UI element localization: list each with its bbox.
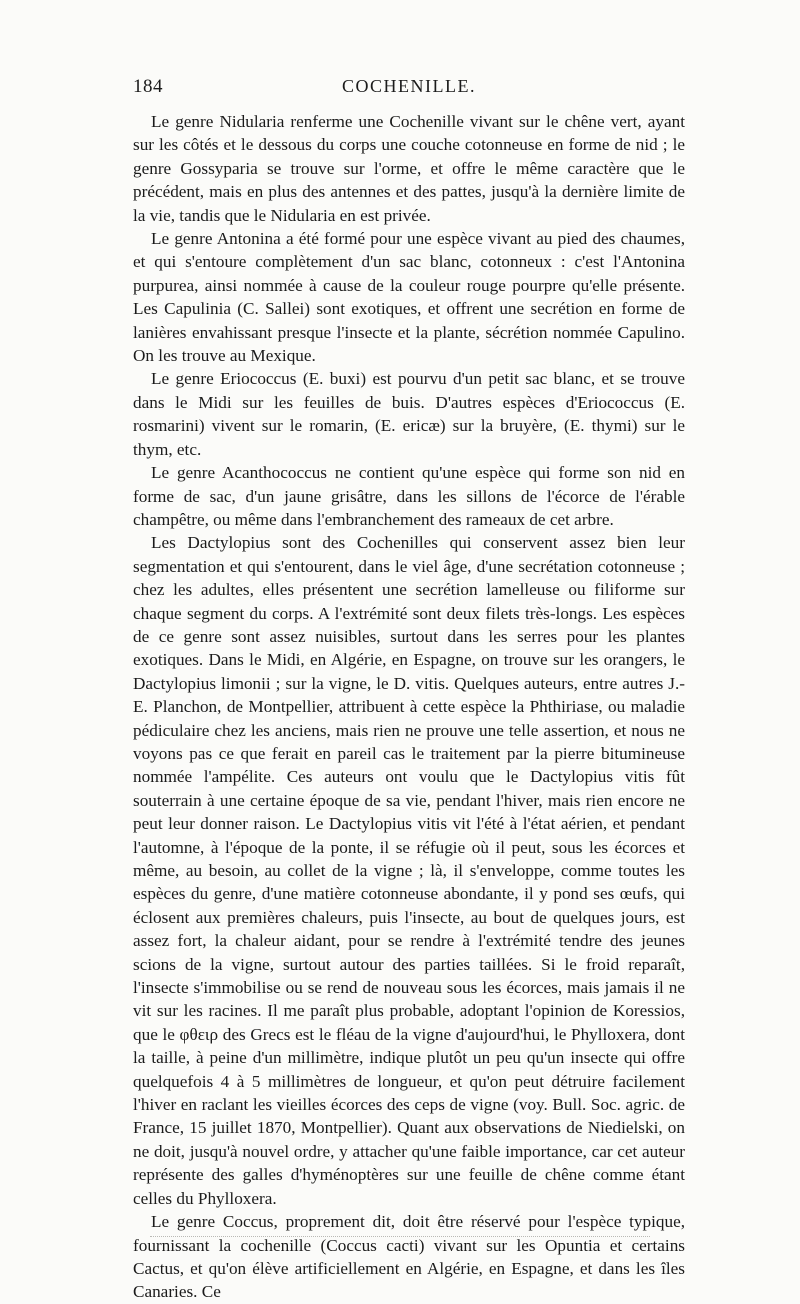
bottom-print-artifact — [150, 1236, 650, 1237]
body-text — [133, 110, 685, 1304]
paragraph-antonina: Le genre Antonina a été formé pour une espèce vivant au pied des chaumes, et qui s'entoure complètement d'un sac blanc, cotonneux : c'est l'Antonina purpurea, ainsi nommée à cause de la couleur rouge pourpre qu'elle présente. Les Capulinia (C. Sallei) sont exotiques, et offrent une secrétion en forme de lanières envahissant presque l'insecte et la plante, sécrétion nommée Capulino. On les trouve au Mexique. — [133, 229, 685, 366]
page-number: 184 — [133, 76, 163, 97]
running-title: COCHENILLE. — [342, 76, 476, 96]
page-header — [133, 76, 685, 106]
paragraph-eriococcus: Le genre Eriococcus (E. buxi) est pourvu d'un petit sac blanc, et se trouve dans le Midi sur les feuilles de buis. D'autres espèces d'Eriococcus (E. rosmarini) vivent sur le romarin, (E. ericæ) sur la bruyère, (E. thymi) sur le thym, etc. — [133, 369, 685, 459]
paragraph-acanthococcus: Le genre Acanthococcus ne contient qu'une espèce qui forme son nid en forme de sac, d'un jaune grisâtre, dans les sillons de l'écorce de l'érable champêtre, ou même dans l'embranchement des rameaux de cet arbre. — [133, 463, 685, 529]
paragraph-dactylopius: Les Dactylopius sont des Cochenilles qui conservent assez bien leur segmentation et qui s'entourent, dans le viel âge, d'une secrétation cotonneuse ; chez les adultes, elles présentent une secrétion lamelleuse ou filiforme sur chaque segment du corps. A l'extrémité sont deux filets très-longs. Les espèces de ce genre sont assez nuisibles, surtout dans les serres pour les plantes exotiques. Dans le Midi, en Algérie, en Espagne, on trouve sur les orangers, le Dactylopius limonii ; sur la vigne, le D. vitis. Quelques auteurs, entre autres J.-E. Planchon, de Montpellier, attribuent à cette espèce la Phthiriase, ou maladie pédiculaire chez les anciens, mais rien ne prouve une telle assertion, et nous ne voyons pas ce que ferait en pareil cas le traitement par la pierre bitumineuse nommée l'ampélite. Ces auteurs ont voulu que le Dactylopius vitis fût souterrain à une certaine époque de sa vie, pendant l'hiver, mais rien encore ne peut leur donner raison. Le Dactylopius vitis vit l'été à l'état aérien, et pendant l'automne, à l'époque de la ponte, il se réfugie où il peut, sous les écorces et même, au besoin, au collet de la vigne ; là, il s'enveloppe, comme toutes les espèces du genre, d'une matière cotonneuse abondante, il y pond ses œufs, qui éclosent aux premières chaleurs, puis l'insecte, au bout de quelques jours, est assez fort, la chaleur aidant, pour se rendre à l'extrémité tendre des jeunes scions de la vigne, surtout autour des parties taillées. Si le froid reparaît, l'insecte s'immobilise ou se rend de nouveau sous les écorces, mais jamais il ne vit sur les racines. Il me paraît plus probable, adoptant l'opinion de Koressios, que le φθειρ des Grecs est le fléau de la vigne d'aujourd'hui, le Phylloxera, dont la taille, à peine d'un millimètre, indique plutôt un peu qu'un insecte qui offre quelquefois 4 à 5 millimètres de longueur, et qu'on peut détruire facilement l'hiver en raclant les vieilles écorces des ceps de vigne (voy. Bull. Soc. agric. de France, 15 juillet 1870, Montpellier). Quant aux observations de Niedielski, on ne doit, jusqu'à nouvel ordre, y attacher qu'une faible importance, car cet auteur représente des galles d'hyménoptères sur une feuille de chêne comme étant celles du Phylloxera. — [133, 533, 685, 1208]
paragraph-coccus: Le genre Coccus, proprement dit, doit être réservé pour l'espèce typique, fournissant la cochenille (Coccus cacti) vivant sur les Opuntia et certains Cactus, et qu'on élève artificiellement en Algérie, en Espagne, et dans les îles Canaries. Ce — [133, 1212, 685, 1302]
paragraph-nidularia: Le genre Nidularia renferme une Cochenille vivant sur le chêne vert, ayant sur les côtés et le dessous du corps une couche cotonneuse en forme de nid ; le genre Gossyparia se trouve sur l'orme, et offre le même caractère que le précédent, mais en plus des antennes et des pattes, jusqu'à la dernière limite de la vie, tandis que le Nidularia en est privée. — [133, 112, 685, 225]
